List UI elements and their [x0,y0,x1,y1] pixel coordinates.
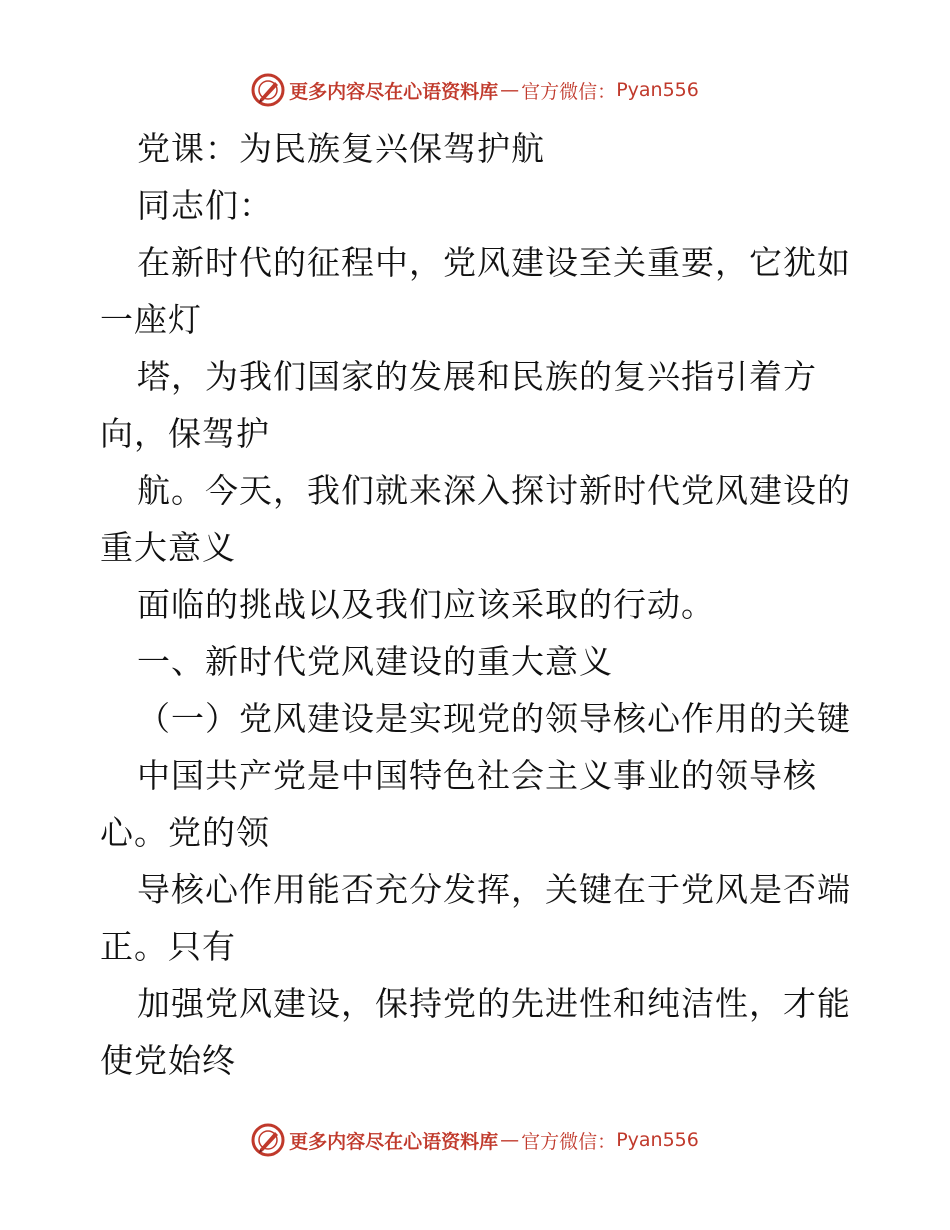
watermark-wechat-id: Pyan556 [616,79,699,101]
body-line: 加强党风建设，保持党的先进性和纯洁性，才能 [137,984,851,1023]
body-line: 导核心作用能否充分发挥，关键在于党风是否端 [137,870,851,909]
document-title: 党课：为民族复兴保驾护航 [137,129,545,168]
watermark-site-name: 更多内容尽在心语资料库 [289,1130,499,1153]
pen-logo-icon [251,73,285,107]
watermark-wechat-id: Pyan556 [616,1129,699,1151]
footer-watermark [0,1120,950,1160]
body-line: 使党始终 [100,1041,236,1080]
body-line: 塔，为我们国家的发展和民族的复兴指引着方 [137,357,817,396]
document-body [100,120,860,1089]
salutation: 同志们： [137,186,273,225]
body-line: 在新时代的征程中，党风建设至关重要，它犹如 [137,243,851,282]
body-line: 正。只有 [100,927,236,966]
watermark-separator: — [500,1129,520,1151]
body-line: 中国共产党是中国特色社会主义事业的领导核 [137,756,817,795]
watermark-separator: — [500,79,520,101]
body-line: 航。今天，我们就来深入探讨新时代党风建设的 [137,471,851,510]
header-watermark [0,70,950,110]
body-line: 重大意义 [100,528,236,567]
pen-logo-icon [251,1123,285,1157]
body-line: 心。党的领 [100,813,270,852]
section-heading: 一、新时代党风建设的重大意义 [137,642,613,681]
body-line: 面临的挑战以及我们应该采取的行动。 [137,585,715,624]
body-line: 向，保驾护 [100,414,270,453]
body-line: 一座灯 [100,300,202,339]
watermark-wechat-label: 官方微信： [521,1130,617,1153]
subsection-heading: （一）党风建设是实现党的领导核心作用的关键 [137,699,851,738]
watermark-wechat-label: 官方微信： [521,80,617,103]
watermark-site-name: 更多内容尽在心语资料库 [289,80,499,103]
